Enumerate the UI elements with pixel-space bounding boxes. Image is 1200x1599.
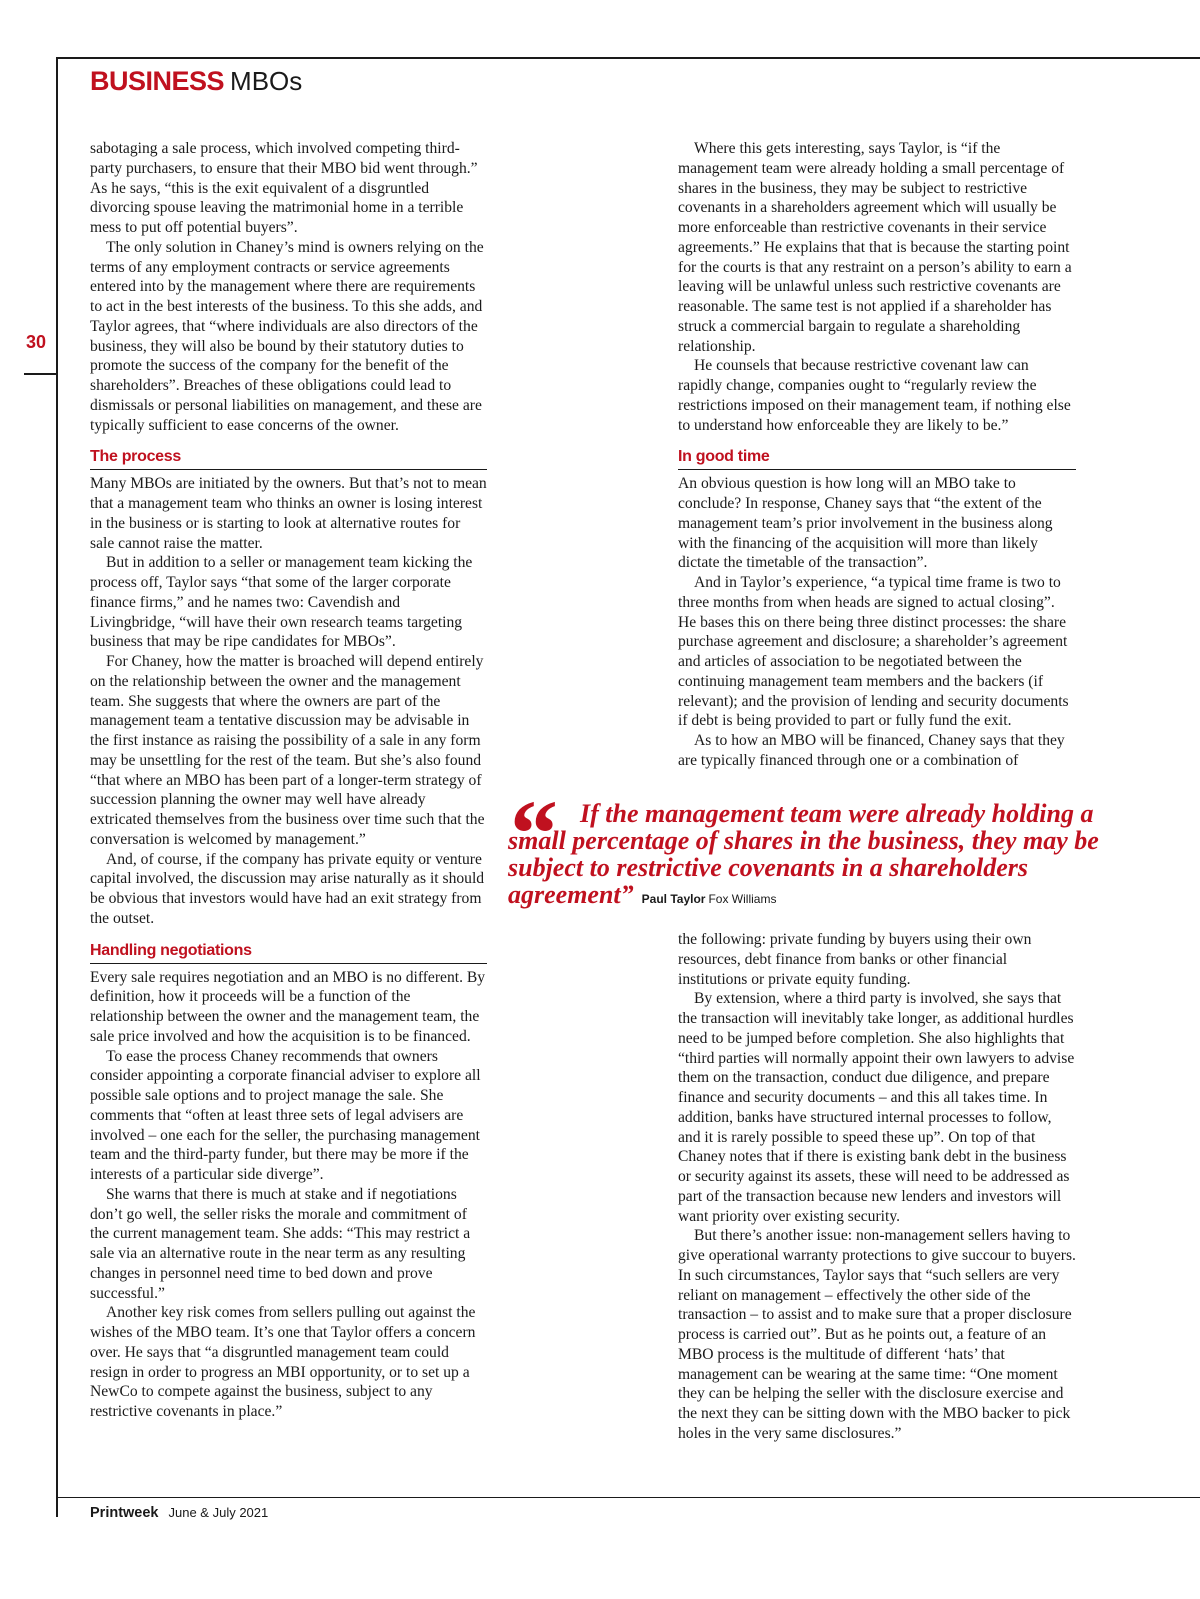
body-paragraph: Every sale requires negotiation and an MBO is no different. By definition, how it proceeds will be a function of the relationship between the owner and the management team, the sale price involved and how the acquisition is to be financed. — [90, 968, 486, 1045]
subheading-negotiations: Handling negotiations — [90, 941, 487, 964]
page-number-rule — [24, 373, 56, 375]
body-paragraph: For Chaney, how the matter is broached will depend entirely on the relationship between the owner and the management team. She suggests that where the owners are part of the management team a tentative discussion may be advisable in the first instance as raising the possibility of a sale in any form may be unsettling for the rest of the team. But she’s also found “that where an MBO has been part of a longer-term strategy of succession planning the owner may well have already extricated themselves from the business over time such that the conversation is welcomed by management.” — [90, 653, 485, 848]
body-paragraph: By extension, where a third party is involved, she says that the transaction will inevitably take longer, as additional hurdles need to be jumped before completion. She also highlights that “third parties will normally appoint their own lawyers to advise them on the transaction, conduct due diligence, and prepare finance and security documents – and this all takes time. In addition, banks have structured internal processes to follow, and it is rarely possible to speed these up”. On top of that Chaney notes that if there is existing bank debt in the business or security against its assets, these will need to be addressed as part of the transaction because new lenders and investors will want priority over existing security. — [678, 990, 1075, 1225]
body-paragraph: But there’s another issue: non-management sellers having to give operational warranty protections to give succour to buyers. In such circumstances, Taylor says that “such sellers are very reliant on management – effectively the other side of the transaction – to assist and to make sure that a proper disclosure process is carried out”. But as he points out, a feature of an MBO process is the multitude of different ‘hats’ that management can be wearing at the same time: “One moment they can be helping the seller with the disclosure exercise and the next they can be sitting down with the MBO backer to pick holes in the very same disclosures.” — [678, 1227, 1076, 1442]
pull-quote-attribution-name: Paul Taylor — [641, 892, 706, 906]
body-paragraph: To ease the process Chaney recommends that owners consider appointing a corporate financial adviser to explore all possible sale options and to project manage the sale. She comments that “often at least three sets of legal advisers are involved – one each for the seller, the purchasing management team and the third-party funder, but there may be more if the interests of a particular side diverge”. — [90, 1047, 481, 1183]
body-paragraph: the following: private funding by buyers using their own resources, debt finance from banks or other financial institutions or private equity funding. — [678, 931, 1032, 988]
section-title: MBOs — [230, 66, 303, 96]
right-column-bottom — [678, 930, 1076, 1444]
page-footer — [90, 1504, 268, 1522]
pull-quote — [508, 780, 1108, 913]
pull-quote-attribution-org: Fox Williams — [708, 892, 777, 906]
body-paragraph: And, of course, if the company has private equity or venture capital involved, the discussion may arise naturally as it should be obvious that investors would have had an exit strategy from the outset. — [90, 850, 485, 927]
publication-name: Printweek — [90, 1505, 159, 1521]
body-paragraph: He counsels that because restrictive covenant law can rapidly change, companies ought to “regularly review the restrictions imposed on their management team, if nothing else to understand how enforceable they are likely to be.” — [678, 357, 1071, 434]
body-paragraph: sabotaging a sale process, which involved competing third-party purchasers, to ensure that their MBO bid went through.” As he says, “this is the exit equivalent of a disgruntled divorcing spouse leaving the matrimonial home in a terrible mess to put off potential buyers”. — [90, 140, 478, 236]
bottom-rule — [56, 1497, 1200, 1498]
left-rule — [56, 57, 58, 1517]
right-column-top — [678, 139, 1076, 771]
body-paragraph: Many MBOs are initiated by the owners. But that’s not to mean that a management team who thinks an owner is losing interest in the business or is starting to look at alternative routes for sale cannot raise the matter. — [90, 475, 487, 552]
left-column — [90, 139, 487, 1422]
issue-date: June & July 2021 — [168, 1505, 269, 1520]
body-paragraph: And in Taylor’s experience, “a typical time frame is two to three months from when heads are signed to actual closing”. He bases this on there being three distinct processes: the share purchase agreement and disclosure; a shareholder’s agreement and articles of association to be negotiated between the continuing management team members and the backers (if relevant); and the provision of lending and security documents if debt is being provided to part or fully fund the exit. — [678, 574, 1069, 730]
body-paragraph: Where this gets interesting, says Taylor, is “if the management team were already holding a small percentage of shares in the business, they may be subject to restrictive covenants in a shareholders agreement which will usually be more enforceable than restrictive covenants in their service agreements.” He explains that that is because the starting point for the courts is that any restraint on a person’s ability to earn a leaving will be unlawful unless such restrictive covenants are reasonable. The same test is not applied if a shareholder has struck a commercial bargain to regulate a shareholding relationship. — [678, 140, 1072, 355]
pull-quote-text: If the management team were already holding a small percentage of shares in the business, they may be subject to restrictive covenants in a shareholders agreement” — [508, 799, 1099, 909]
top-rule — [56, 57, 1200, 59]
quote-mark-icon: “ — [510, 780, 558, 887]
section-header — [90, 66, 302, 97]
body-paragraph: An obvious question is how long will an MBO take to conclude? In response, Chaney says that “the extent of the management team’s prior involvement in the business along with the financing of the acquisition will more than likely dictate the timetable of the transaction”. — [678, 475, 1053, 572]
body-paragraph: The only solution in Chaney’s mind is owners relying on the terms of any employment contracts or service agreements entered into by the management where there are requirements to act in the best interests of the business. To this she adds, and Taylor agrees, that “where individuals are also directors of the business, they will also be bound by their statutory duties to promote the success of the company for the benefit of the shareholders”. Breaches of these obligations could lead to dismissals or personal liabilities on management, and these are typically sufficient to ease concerns of the owner. — [90, 238, 484, 434]
body-paragraph: But in addition to a seller or management team kicking the process off, Taylor says “that some of the larger corporate finance firms,” and he names two: Cavendish and Livingbridge, “will have their own research teams targeting business that may be ripe candidates for MBOs”. — [90, 554, 473, 651]
body-paragraph: As to how an MBO will be financed, Chaney says that they are typically financed through one or a combination of — [678, 732, 1065, 769]
subheading-timing: In good time — [678, 447, 1076, 470]
body-paragraph: She warns that there is much at stake and if negotiations don’t go well, the seller risks the morale and commitment of the current management team. She adds: “This may restrict a sale via an alternative route in the near term as any resulting changes in personnel need time to bed down and prove successful.” — [90, 1185, 471, 1302]
section-kicker: BUSINESS — [90, 66, 225, 96]
subheading-process: The process — [90, 447, 487, 470]
page-number: 30 — [26, 332, 47, 352]
body-paragraph: Another key risk comes from sellers pulling out against the wishes of the MBO team. It’s one that Taylor offers a concern over. He says that “a disgruntled management team could resign in order to progress an MBI opportunity, or to set up a NewCo to compete against the business, subject to any restrictive covenants in place.” — [90, 1304, 476, 1420]
